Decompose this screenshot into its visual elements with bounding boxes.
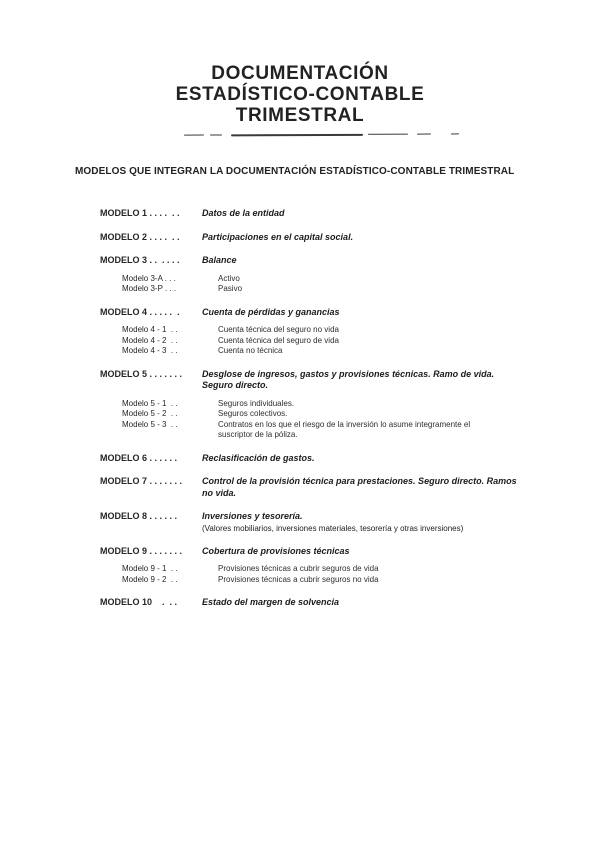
model-description: no vida. — [202, 487, 237, 498]
toc-row-modelo-5-1 — [0, 399, 600, 410]
submodel-description: Seguros colectivos. — [218, 409, 288, 418]
toc-row-modelo-5 — [0, 369, 600, 392]
doc-title-line: DOCUMENTACIÓN — [211, 63, 389, 84]
section-heading: MODELOS QUE INTEGRAN LA DOCUMENTACIÓN ESTADÍSTICO-CONTABLE TRIMESTRAL — [75, 166, 515, 177]
toc-row-modelo-10 — [0, 597, 600, 609]
model-label: MODELO 8 . . . . . . — [100, 511, 178, 521]
model-description: Inversiones y tesorería. — [202, 511, 303, 521]
submodel-description: Contratos en los que el riesgo de la inversión lo asume integramente el — [218, 419, 471, 429]
toc-row-modelo-4-3 — [0, 346, 600, 357]
toc-row-modelo-9 — [0, 546, 600, 558]
toc-row-modelo-3 — [0, 255, 600, 267]
model-description: Seguro directo. — [202, 380, 269, 390]
submodel-description: Provisiones técnicas a cubrir seguros no vida — [218, 574, 379, 584]
submodel-label: Modelo 9 - 1 . . — [122, 564, 178, 573]
toc-row-modelo-8 — [0, 511, 600, 534]
toc-row-modelo-1 — [0, 208, 600, 220]
submodel-description: Provisiones técnicas a cubrir seguros de vida — [218, 564, 379, 573]
model-description: Datos de la entidad — [202, 208, 285, 218]
model-label: MODELO 7 . . . . . . . — [100, 476, 183, 486]
submodel-label: Modelo 4 - 2 . . — [122, 335, 178, 345]
toc-row-modelo-3p — [0, 284, 600, 295]
title-underline — [184, 132, 464, 136]
submodel-description: Pasivo — [218, 284, 243, 293]
model-label: MODELO 4 . . . . . . — [100, 306, 180, 317]
submodel-label: Modelo 5 - 2 . . — [122, 409, 178, 418]
submodel-label: Modelo 5 - 3 . . — [122, 419, 178, 429]
submodel-label: Modelo 3-P . . . — [122, 284, 177, 293]
model-label: MODELO 1 . . . . . . — [100, 208, 180, 218]
submodel-label: Modelo 4 - 1 . . — [122, 325, 178, 334]
submodel-description: Cuenta técnica del seguro de vida — [218, 335, 339, 345]
toc-row-modelo-5-2 — [0, 409, 600, 420]
model-description: Desglose de ingresos, gastos y provisiones técnicas. Ramo de vida. — [202, 368, 495, 379]
submodel-description: suscriptor de la póliza. — [218, 430, 298, 439]
toc-row-modelo-5-3 — [0, 420, 600, 441]
submodel-label: Modelo 5 - 1 . . — [122, 398, 178, 408]
toc-row-modelo-4 — [0, 307, 600, 319]
model-description: Estado del margen de solvencia — [202, 597, 340, 607]
submodel-description: Cuenta no técnica — [218, 346, 283, 355]
submodel-label: Modelo 3-A . . . — [122, 273, 176, 283]
model-description: Participaciones en el capital social. — [202, 231, 354, 242]
toc-list — [0, 196, 600, 609]
toc-row-modelo-4-1 — [0, 325, 600, 336]
toc-row-modelo-2 — [0, 232, 600, 244]
model-description: Balance — [202, 255, 237, 265]
model-description: Control de la provisión técnica para prestaciones. Seguro directo. Ramos — [202, 476, 517, 486]
doc-title-line: TRIMESTRAL — [235, 105, 365, 126]
toc-row-modelo-9-2 — [0, 575, 600, 586]
model-description-note: (Valores mobiliarios, inversiones materiales, tesorería y otras inversiones) — [202, 523, 464, 533]
submodel-description: Seguros individuales. — [218, 398, 295, 408]
model-label: MODELO 5 . . . . . . . — [100, 368, 183, 379]
doc-title — [0, 63, 600, 126]
submodel-label: Modelo 4 - 3 . . — [122, 346, 178, 355]
model-label: MODELO 3 . . . . . . — [100, 255, 180, 265]
model-description: Cuenta de pérdidas y ganancias — [202, 306, 340, 317]
submodel-label: Modelo 9 - 2 . . — [122, 574, 178, 584]
model-description: Cobertura de provisiones técnicas — [202, 545, 350, 556]
model-label: MODELO 6 . . . . . . — [100, 452, 178, 463]
toc-row-modelo-9-1 — [0, 564, 600, 575]
model-description: Reclasificación de gastos. — [202, 452, 315, 463]
toc-row-modelo-6 — [0, 453, 600, 465]
toc-row-modelo-7 — [0, 476, 600, 499]
toc-row-modelo-3a — [0, 274, 600, 285]
submodel-description: Activo — [218, 273, 240, 283]
model-label: MODELO 2 . . . . . . — [100, 231, 180, 242]
doc-title-line: ESTADÍSTICO-CONTABLE — [175, 84, 425, 105]
submodel-description: Cuenta técnica del seguro no vida — [218, 325, 339, 334]
model-label: MODELO 10 . . . — [100, 597, 178, 607]
toc-row-modelo-4-2 — [0, 336, 600, 347]
model-label: MODELO 9 . . . . . . . — [100, 545, 183, 556]
